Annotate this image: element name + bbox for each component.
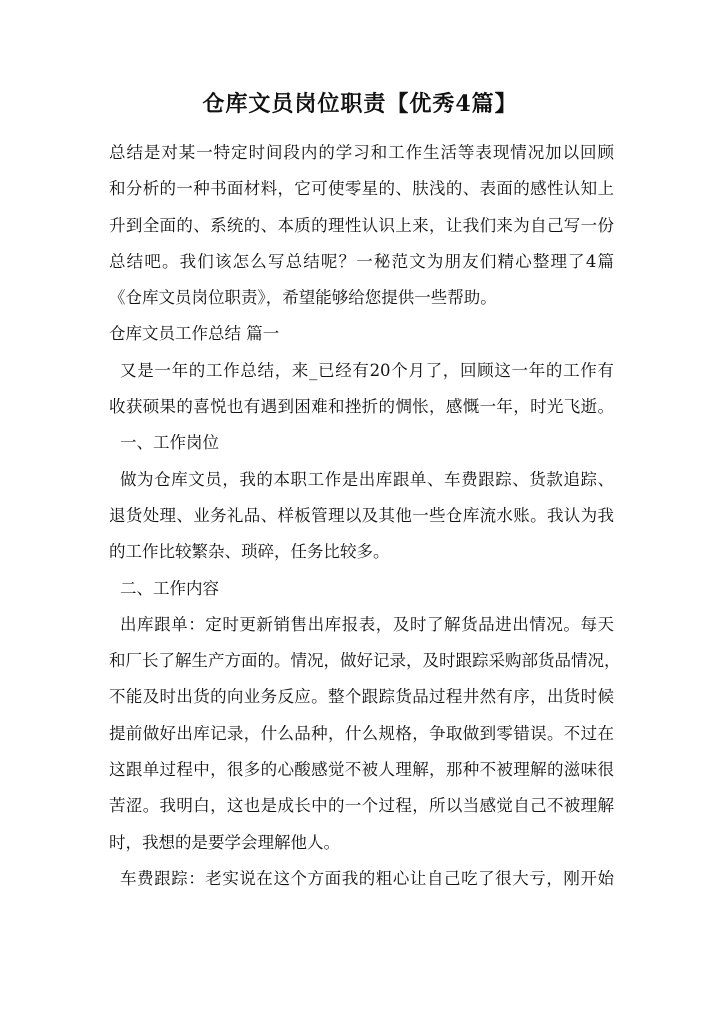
text-line: 苦涩。我明白，这也是成长中的一个过程，所以当感觉自己不被理解 (109, 796, 614, 816)
text-line: 车费跟踪：老实说在这个方面我的粗心让自己吃了很大亏，刚开始 (120, 868, 614, 888)
text-line: 这跟单过程中，很多的心酸感觉不被人理解，那种不被理解的滋味很 (109, 760, 614, 780)
text-line: 二、工作内容 (120, 578, 219, 598)
text-line: 出库跟单：定时更新销售出库报表，及时了解货品进出情况。每天 (120, 614, 614, 634)
document-title: 仓库文员岗位职责【优秀4篇】 (202, 91, 518, 117)
text-line: 升到全面的、系统的、本质的理性认识上来，让我们来为自己写一份 (109, 215, 614, 235)
text-line: 和厂长了解生产方面的。情况，做好记录，及时跟踪采购部货品情况， (109, 651, 621, 671)
text-line: 收获硕果的喜悦也有遇到困难和挫折的惆怅，感慨一年，时光飞逝。 (109, 397, 614, 417)
text-line: 退货处理、业务礼品、样板管理以及其他一些仓库流水账。我认为我 (109, 505, 614, 525)
text-line: 做为仓库文员，我的本职工作是出库跟单、车费跟踪、货款追踪、 (120, 469, 614, 489)
text-line: 《仓库文员岗位职责》，希望能够给您提供一些帮助。 (109, 288, 497, 308)
text-line: 一、工作岗位 (120, 433, 219, 453)
document-body (109, 135, 621, 897)
text-line: 不能及时出货的向业务反应。整个跟踪货品过程井然有序，出货时候 (109, 687, 614, 707)
text-line: 提前做好出库记录，什么品种，什么规格，争取做到零错误。不过在 (109, 723, 614, 743)
text-line: 时，我想的是要学会理解他人。 (109, 832, 340, 852)
text-line: 的工作比较繁杂、琐碎，任务比较多。 (109, 542, 390, 562)
text-line: 总结是对某一特定时间段内的学习和工作生活等表现情况加以回顾 (109, 143, 614, 162)
text-line: 又是一年的工作总结，来_已经有20个月了，回顾这一年的工作有 (120, 360, 614, 380)
text-line: 总结吧。我们该怎么写总结呢？一秘范文为朋友们精心整理了4篇 (109, 251, 614, 271)
text-line: 仓库文员工作总结 篇一 (109, 324, 280, 344)
text-line: 和分析的一种书面材料，它可使零星的、肤浅的、表面的感性认知上 (109, 179, 614, 199)
